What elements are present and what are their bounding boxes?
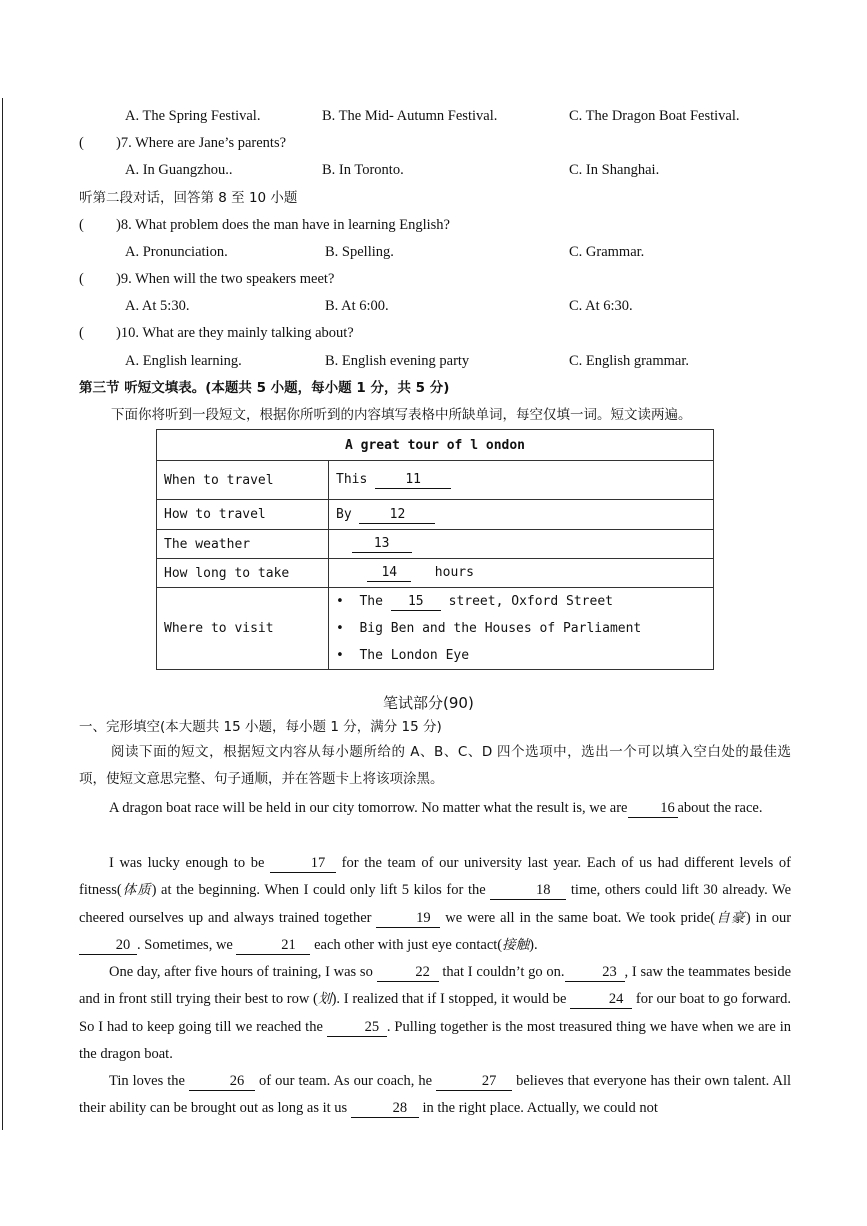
q8-option-b: B. Spelling. xyxy=(325,244,394,260)
written-part-title: 笔试部分(90) xyxy=(383,694,474,712)
q8-option-a: A. Pronunciation. xyxy=(125,244,228,260)
q10-question: )10. What are they mainly talking about? xyxy=(116,325,354,341)
list-item: • Big Ben and the Houses of Parliament xyxy=(336,621,642,636)
q7-option-b: B. In Toronto. xyxy=(322,162,404,178)
q9-option-c: C. At 6:30. xyxy=(569,298,633,314)
q7-question: )7. Where are Jane’s parents? xyxy=(116,135,287,151)
part1-instruction: 阅读下面的短文，根据短文内容从每小题所给的 A、B、C、D 四个选项中，选出一个可以填入空白处的最佳选项，使短文意思完整、句子通顺，并在答题卡上将该项涂黑。 xyxy=(79,744,791,788)
q10-option-c: C. English grammar. xyxy=(569,353,690,369)
blank-25[interactable]: 25 xyxy=(327,1019,387,1037)
blank-24[interactable]: 24 xyxy=(570,991,632,1009)
q8-question: )8. What problem does the man have in learning English? xyxy=(116,217,450,233)
blank-13[interactable]: 13 xyxy=(352,535,412,553)
row-value xyxy=(329,530,714,559)
table-row xyxy=(157,559,714,588)
blank-17[interactable]: 17 xyxy=(270,855,336,873)
q10-option-b: B. English evening party xyxy=(325,353,470,369)
q7-paren: ( xyxy=(79,135,84,151)
q10-option-a: A. English learning. xyxy=(125,353,242,369)
passage-paragraph-3: One day, after five hours of training, I was so 22 that I couldn’t go on. 23 , I saw the teammates beside and in front still trying their best to row (划). I realized that if I stopped, it would be 24 for our boat to go forward. So I had to keep going till we reached the 25 . Pulling together is the most treasured thing we have when we are in the dragon boat. xyxy=(79,964,792,1062)
row-key: When to travel xyxy=(157,461,329,500)
q10-paren: ( xyxy=(79,325,84,341)
passage-paragraph-4: Tin loves the 26 of our team. As our coach, he 27 believes that everyone has their own talent. All their ability can be brought out as long as it us 28 in the right place. Actually, we could not xyxy=(79,1073,791,1117)
row-key: Where to visit xyxy=(157,588,329,670)
list-item: • The 15 street, Oxford Street xyxy=(336,594,613,609)
blank-12[interactable]: 12 xyxy=(359,506,435,524)
q8-paren: ( xyxy=(79,217,84,233)
blank-26[interactable]: 26 xyxy=(189,1073,255,1091)
q8-option-c: C. Grammar. xyxy=(569,244,645,260)
blank-11[interactable]: 11 xyxy=(375,471,451,489)
part1-title: 一、完形填空(本大题共 15 小题，每小题 1 分，满分 15 分) xyxy=(79,719,442,735)
table-row xyxy=(157,461,714,500)
dialog2-heading: 听第二段对话，回答第 8 至 10 小题 xyxy=(79,190,298,206)
row-value: This 11 xyxy=(329,461,714,500)
table-row xyxy=(157,530,714,559)
table-row xyxy=(157,500,714,530)
section3-instruction: 下面你将听到一段短文，根据你所听到的内容填写表格中所缺单词，每空仅填一词。短文读两遍。 xyxy=(111,407,692,423)
blank-27[interactable]: 27 xyxy=(436,1073,512,1091)
passage-paragraph-2: I was lucky enough to be 17 for the team of our university last year. Each of us had different levels of fitness(体质) at the beginning. When I could only lift 5 kilos for the 18 time, others could lift 30 already. We cheered ourselves up and always trained together 19 we were all in the same boat. We took pride(自豪) in our 20 . Sometimes, we 21 each other with just eye contact(接触). xyxy=(79,855,792,953)
q6-option-a: A. The Spring Festival. xyxy=(125,108,261,124)
q9-option-a: A. At 5:30. xyxy=(125,298,190,314)
section3-title: 第三节 听短文填表。(本题共 5 小题，每小题 1 分，共 5 分) xyxy=(79,380,450,396)
tour-table xyxy=(156,429,714,670)
q7-option-c: C. In Shanghai. xyxy=(569,162,660,178)
row-key: How long to take xyxy=(157,559,329,588)
blank-22[interactable]: 22 xyxy=(377,964,439,982)
row-key: How to travel xyxy=(157,500,329,530)
blank-28[interactable]: 28 xyxy=(351,1100,419,1118)
blank-19[interactable]: 19 xyxy=(376,910,440,928)
blank-20[interactable]: 20 xyxy=(79,937,137,955)
blank-23[interactable]: 23 xyxy=(565,964,625,982)
blank-15[interactable]: 15 xyxy=(391,593,441,611)
where-list xyxy=(329,588,714,670)
row-value: 14 hours xyxy=(329,559,714,588)
q7-option-a: A. In Guangzhou.. xyxy=(125,162,233,178)
margin-line xyxy=(2,98,3,1130)
table-row xyxy=(157,588,714,670)
blank-14[interactable]: 14 xyxy=(367,564,411,582)
table-title: A great tour of l ondon xyxy=(157,430,714,461)
passage-paragraph-1: A dragon boat race will be held in our city tomorrow. No matter what the result is, we are 16 about the race. xyxy=(109,800,763,816)
q6-option-c: C. The Dragon Boat Festival. xyxy=(569,108,740,124)
row-value: By 12 xyxy=(329,500,714,530)
q9-question: )9. When will the two speakers meet? xyxy=(116,271,335,287)
list-item: • The London Eye xyxy=(336,648,470,663)
blank-21[interactable]: 21 xyxy=(236,937,310,955)
blank-16[interactable]: 16 xyxy=(628,800,678,818)
q9-paren: ( xyxy=(79,271,84,287)
q9-option-b: B. At 6:00. xyxy=(325,298,389,314)
q6-option-b: B. The Mid- Autumn Festival. xyxy=(322,108,498,124)
row-key: The weather xyxy=(157,530,329,559)
blank-18[interactable]: 18 xyxy=(490,882,566,900)
